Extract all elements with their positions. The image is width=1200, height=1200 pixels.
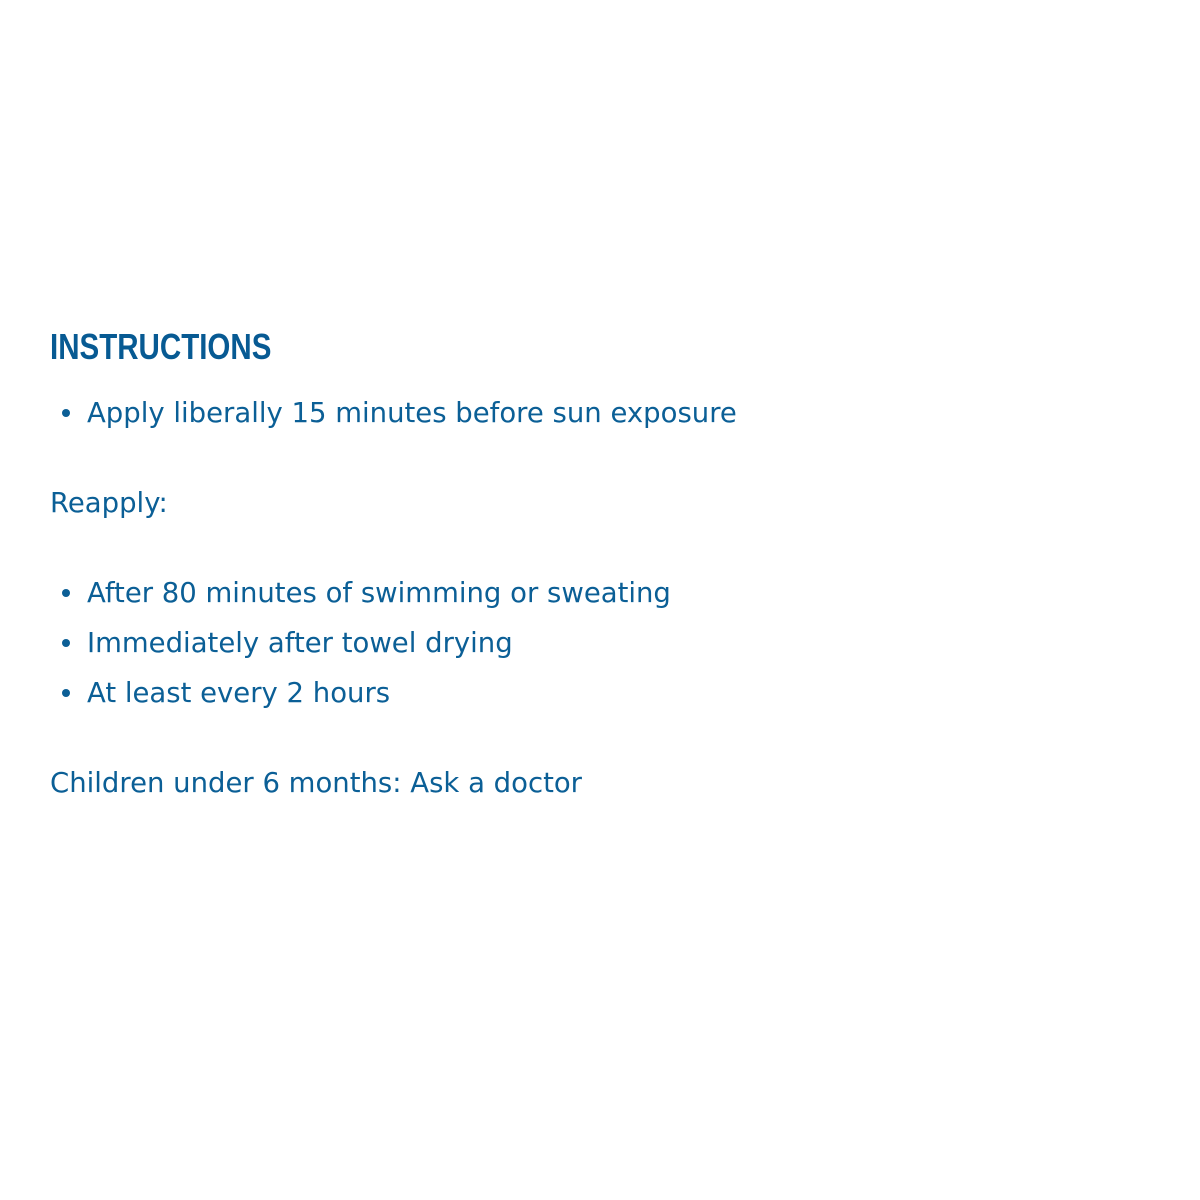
list-item-text: At least every 2 hours xyxy=(87,677,391,709)
instructions-heading: INSTRUCTIONS xyxy=(50,326,272,367)
bullet-icon xyxy=(62,639,70,647)
reapply-label: Reapply: xyxy=(50,487,168,519)
bullet-icon xyxy=(62,589,70,597)
list-item-text: After 80 minutes of swimming or sweating xyxy=(87,577,671,609)
bullet-icon xyxy=(62,689,70,697)
list-item-text: Apply liberally 15 minutes before sun exposure xyxy=(87,397,737,429)
list-item-text: Immediately after towel drying xyxy=(87,627,513,659)
children-warning: Children under 6 months: Ask a doctor xyxy=(50,767,582,799)
bullet-icon xyxy=(62,409,70,417)
